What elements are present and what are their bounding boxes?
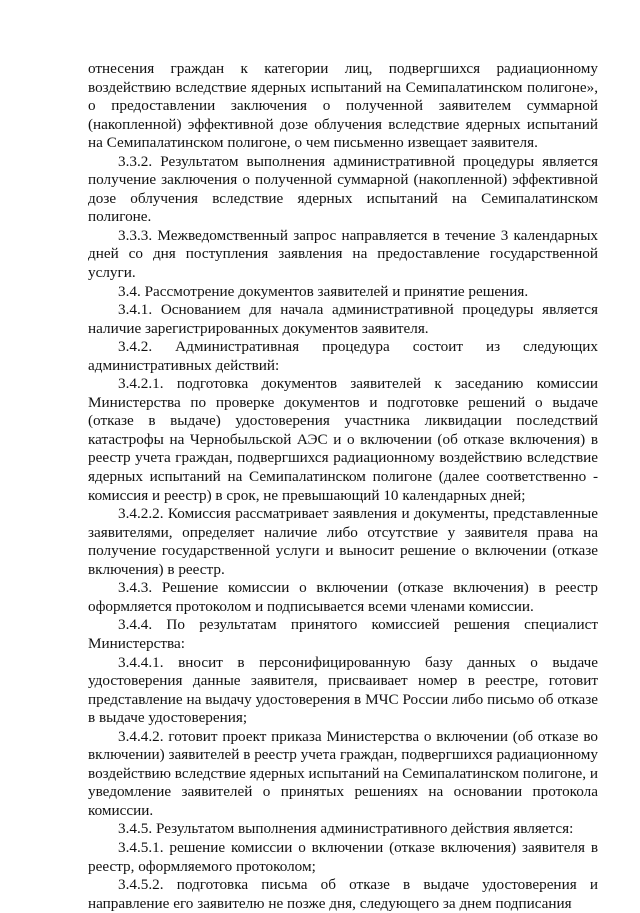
paragraph-3-3-2: 3.3.2. Результатом выполнения административной процедуры является получение заключения о полученной суммарной (накопленной) эффективной дозе облучения вследствие ядерных испытаний на Семипалатинском полигоне.: [88, 152, 598, 226]
document-body: [88, 60, 598, 913]
paragraph-3-4-1: 3.4.1. Основанием для начала административной процедуры является наличие зарегистрированных документов заявителя.: [88, 301, 598, 337]
paragraph-3-4-2: 3.4.2. Административная процедура состоит из следующих административных действий:: [88, 338, 598, 374]
paragraph-continuation: отнесения граждан к категории лиц, подвергшихся радиационному воздействию вследствие ядерных испытаний на Семипалатинском полигоне», о предоставлении заключения о полученной заявителем суммарной (накопленной) эффективной дозе облучения вследствие ядерных испытаний на Семипалатинском полигоне, о чем письменно извещает заявителя.: [88, 60, 598, 152]
paragraph-3-4-4: 3.4.4. По результатам принятого комиссией решения специалист Министерства:: [88, 616, 598, 652]
paragraph-3-4-5-1: 3.4.5.1. решение комиссии о включении (отказе включения) заявителя в реестр, оформляемого протоколом;: [88, 838, 598, 875]
paragraph-3-4-4-1: 3.4.4.1. вносит в персонифицированную базу данных о выдаче удостоверения данные заявителя, присваивает номер в реестре, готовит представление на выдачу удостоверения в МЧС России либо письмо об отказе в выдаче удостоверения;: [88, 653, 598, 727]
paragraph-3-4-2-2: 3.4.2.2. Комиссия рассматривает заявления и документы, представленные заявителями, определяет наличие либо отсутствие у заявителя права на получение государственной услуги и выносит решение о включении (отказе включения) в реестр.: [88, 505, 598, 578]
paragraph-3-4-5: 3.4.5. Результатом выполнения административного действия является:: [118, 820, 574, 838]
paragraph-3-4-4-2: 3.4.4.2. готовит проект приказа Министерства о включении (об отказе во включении) заявителей в реестр учета граждан, подвергшихся радиационному воздействию вследствие ядерных испытаний на Семипалатинском полигоне, и уведомление заявителей о принятых решениях на основании протокола комиссии.: [88, 727, 599, 819]
paragraph-3-4-2-1: 3.4.2.1. подготовка документов заявителей к заседанию комиссии Министерства по проверке документов и подготовке решений о выдаче (отказе в выдаче) удостоверения участника ликвидации последствий катастрофы на Чернобыльской АЭС и о включении (об отказе включения) в реестр учета граждан, подвергшихся радиационному воздействию вследствие ядерных испытаний на Семипалатинском полигоне (далее соответственно - комиссия и реестр) в срок, не превышающий 10 календарных дней;: [88, 375, 598, 504]
section-heading-3-4: 3.4. Рассмотрение документов заявителей и принятие решения.: [118, 282, 529, 300]
paragraph-3-4-5-2: 3.4.5.2. подготовка письма об отказе в выдаче удостоверения и направление его заявителю не позже дня, следующего за днем подписания: [88, 876, 598, 912]
paragraph-3-4-3: 3.4.3. Решение комиссии о включении (отказе включения) в реестр оформляется протоколом и подписывается всеми членами комиссии.: [88, 579, 598, 615]
paragraph-3-3-3: 3.3.3. Межведомственный запрос направляется в течение 3 календарных дней со дня поступления заявления на предоставление государственной услуги.: [88, 226, 598, 282]
